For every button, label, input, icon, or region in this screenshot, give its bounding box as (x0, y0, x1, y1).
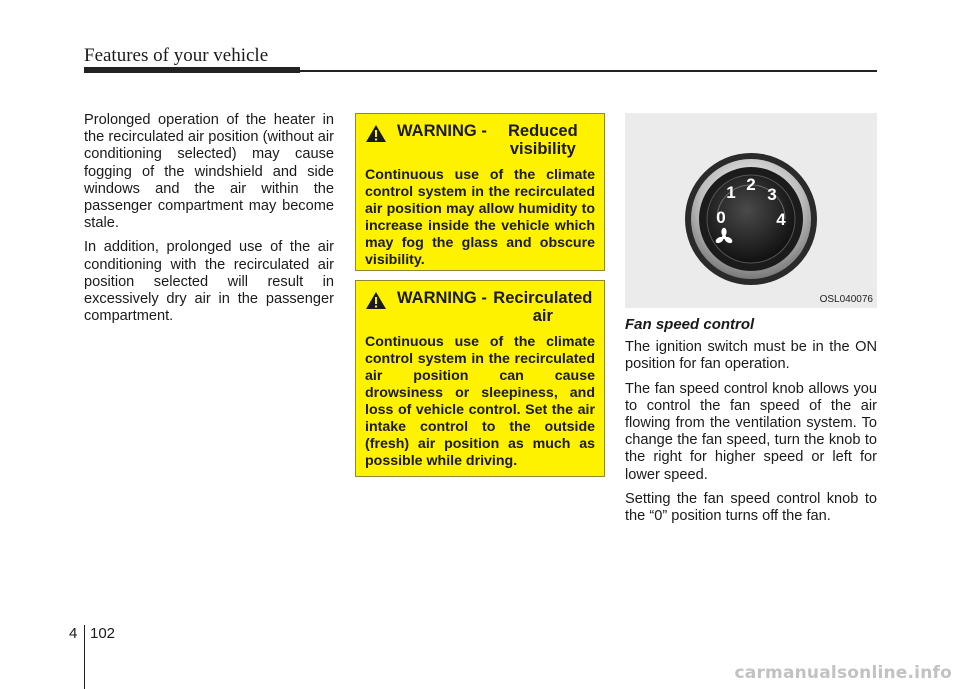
fan-speed-knob-figure (625, 113, 877, 308)
paragraph: In addition, prolonged use of the air conditioning with the recirculated air position selected will result in excessively dry air in the passenger compartment. (84, 239, 334, 325)
warning-label: WARNING - (397, 122, 487, 140)
knob-label-1: 1 (726, 183, 736, 202)
warning-box-recirculated-air (355, 280, 605, 477)
knob-label-3: 3 (767, 185, 777, 204)
paragraph: The fan speed control knob allows you to control the fan speed of the air flowing from the ventilation system. To change the fan speed, turn the knob to the right for higher speed or left for lower speed. (625, 380, 877, 483)
warning-body: Continuous use of the climate control system in the recirculated air position can cause drowsiness or sleepiness, and loss of vehicle control. Set the air intake control to the outside (fresh) air position as much as possible while driving. (365, 334, 595, 469)
footer-divider (84, 625, 85, 689)
section-title: Fan speed control (625, 316, 755, 333)
page-header-title: Features of your vehicle (84, 45, 269, 66)
warning-label: WARNING - (397, 289, 487, 307)
knob-label-2: 2 (746, 175, 756, 194)
warning-triangle-icon (365, 289, 397, 315)
warning-box-reduced-visibility (355, 113, 605, 271)
knob-label-4: 4 (776, 210, 786, 229)
watermark: carmanualsonline.info (734, 663, 952, 683)
fan-speed-knob (685, 153, 817, 285)
figure-code: OSL040076 (819, 294, 873, 305)
knob-label-0: 0 (716, 208, 726, 227)
paragraph: The ignition switch must be in the ON position for fan operation. (625, 339, 877, 373)
page-section-number: 4 (69, 625, 78, 642)
header-bar (84, 67, 300, 73)
warning-triangle-icon (365, 122, 397, 148)
warning-subject: Recirculated air (493, 289, 593, 325)
right-column (625, 316, 877, 532)
left-column (84, 112, 334, 332)
header-rule (300, 70, 877, 72)
paragraph: Setting the fan speed control knob to the “0” position turns off the fan. (625, 490, 877, 525)
page-number: 102 (90, 625, 116, 642)
warning-subject: Reduced visibility (507, 122, 578, 158)
warning-body: Continuous use of the climate control system in the recirculated air position may allow humidity to increase inside the vehicle which may fog the glass and obscure visibility. (365, 167, 595, 268)
paragraph: Prolonged operation of the heater in the recirculated air position (without air conditioning selected) may cause fogging of the windshield and side windows and the air within the passenger compartment may become stale. (84, 112, 334, 232)
